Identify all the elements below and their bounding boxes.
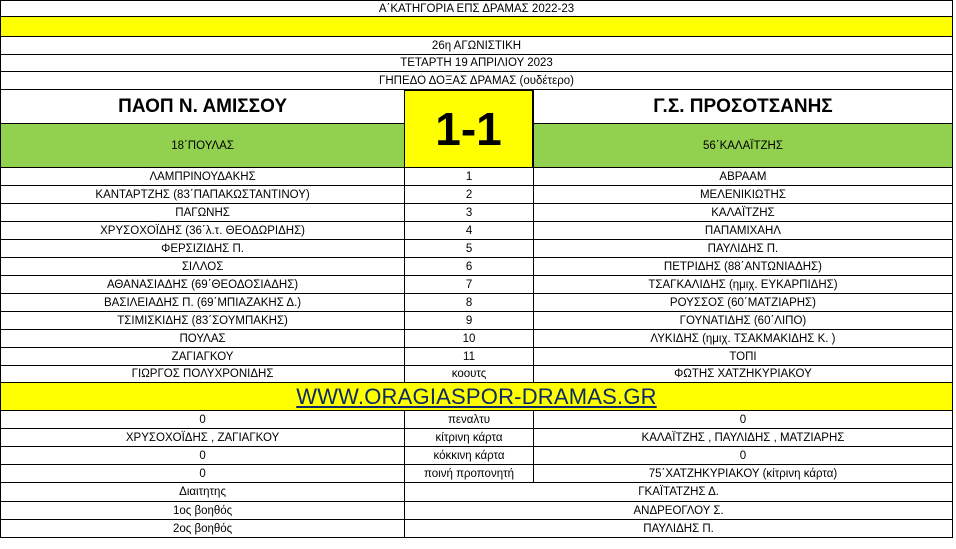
match-date: ΤΕΤΑΡΤΗ 19 ΑΠΡΙΛΙΟΥ 2023: [400, 57, 553, 69]
home-stat-value: ΧΡΥΣΟΧΟΪΔΗΣ , ΖΑΓΙΑΓΚΟΥ: [1, 429, 405, 446]
away-player: ΜΕΛΕΝΙΚΙΩΤΗΣ: [699, 188, 786, 201]
official-row-referee: [0, 483, 953, 502]
lineup-row: [0, 258, 953, 276]
stats-row-yellow-card: [0, 429, 953, 447]
shirt-number: 8: [405, 294, 534, 311]
shirt-number: 11: [405, 348, 534, 365]
home-stat-value: 0: [1, 411, 405, 428]
official-role: 2ος βοηθός: [1, 520, 405, 537]
away-stat-value: ΚΑΛΑΪΤΖΗΣ , ΠΑΥΛΙΔΗΣ , ΜΑΤΖΙΑΡΗΣ: [641, 431, 845, 444]
stats-row-coach-penalty: [0, 465, 953, 483]
official-role: Διαιτητης: [1, 483, 405, 501]
home-player: ΣΙΛΛΟΣ: [1, 258, 405, 275]
home-player: ΤΣΙΜΙΣΚΙΔΗΣ (83΄ΣΟΥΜΠΑΚΗΣ): [1, 312, 405, 329]
home-player: ΖΑΓΙΑΓΚΟΥ: [1, 348, 405, 365]
lineup-row: [0, 348, 953, 366]
lineup-row: [0, 294, 953, 312]
stats-row-penalty: [0, 411, 953, 429]
home-player: ΦΕΡΣΙΖΙΔΗΣ Π.: [1, 240, 405, 257]
lineup-row: [0, 186, 953, 204]
venue-row: [0, 72, 953, 90]
lineup-row: [0, 312, 953, 330]
competition-title: Α΄ΚΑΤΗΓΟΡΙΑ ΕΠΣ ΔΡΑΜΑΣ 2022-23: [378, 2, 575, 15]
coach-label: κοουτς: [405, 366, 534, 382]
lineup-row: [0, 240, 953, 258]
stats-row-red-card: [0, 447, 953, 465]
lineup-row: [0, 330, 953, 348]
round-label: 26η ΑΓΩΝΙΣΤΙΚΗ: [431, 39, 522, 52]
home-player: ΒΑΣΙΛΕΙΑΔΗΣ Π. (69΄ΜΠΙΑΖΑΚΗΣ Δ.): [1, 294, 405, 311]
away-player: ΓΟΥΝΑΤΙΔΗΣ (60΄ΛΙΠΟ): [679, 314, 807, 327]
final-score: 1-1: [404, 90, 533, 168]
away-player: ΑΒΡΑΑΜ: [719, 170, 767, 183]
away-player: ΠΕΤΡΙΔΗΣ (88΄ΑΝΤΩΝΙΑΔΗΣ): [663, 260, 822, 273]
title-row: [0, 0, 953, 17]
away-stat-value: 0: [739, 449, 747, 462]
away-player: ΤΟΠΙ: [729, 350, 757, 363]
shirt-number: 6: [405, 258, 534, 275]
home-player: ΠΟΥΛΑΣ: [1, 330, 405, 347]
shirt-number: 10: [405, 330, 534, 347]
away-player: ΠΑΥΛΙΔΗΣ Π.: [707, 242, 779, 255]
stat-label: κίτρινη κάρτα: [405, 429, 534, 446]
lineup-row: [0, 168, 953, 186]
official-name: ΑΝΔΡΕΟΓΛΟΥ Σ.: [633, 504, 724, 517]
official-role: 1ος βοηθός: [1, 502, 405, 519]
coach-row: [0, 366, 953, 383]
match-venue: ΓΗΠΕΔΟ ΔΟΞΑΣ ΔΡΑΜΑΣ (ουδέτερο): [379, 74, 574, 87]
official-row-assistant-2: [0, 520, 953, 538]
home-coach: ΓΙΩΡΓΟΣ ΠΟΛΥΧΡΟΝΙΔΗΣ: [1, 366, 405, 382]
yellow-separator: [0, 17, 953, 37]
official-name: ΠΑΥΛΙΔΗΣ Π.: [643, 522, 714, 535]
shirt-number: 1: [405, 168, 534, 185]
lineup-row: [0, 204, 953, 222]
home-team-name: ΠΑΟΠ Ν. ΑΜΙΣΣΟΥ: [1, 90, 405, 123]
home-player: ΑΘΑΝΑΣΙΑΔΗΣ (69΄ΘΕΟΔΟΣΙΑΔΗΣ): [1, 276, 405, 293]
shirt-number: 5: [405, 240, 534, 257]
home-player: ΚΑΝΤΑΡΤΖΗΣ (83΄ΠΑΠΑΚΩΣΤΑΝΤΙΝΟΥ): [1, 186, 405, 203]
website-banner: [0, 383, 953, 411]
website-link[interactable]: WWW.ORAGIASPOR-DRAMAS.GR: [296, 383, 657, 409]
shirt-number: 4: [405, 222, 534, 239]
date-row: [0, 55, 953, 72]
away-stat-value: 0: [739, 413, 747, 426]
shirt-number: 2: [405, 186, 534, 203]
lineup-row: [0, 276, 953, 294]
home-player: ΠΑΓΩΝΗΣ: [1, 204, 405, 221]
home-player: ΧΡΥΣΟΧΟΪΔΗΣ (36΄λ.τ. ΘΕΟΔΩΡΙΔΗΣ): [1, 222, 405, 239]
away-player: ΚΑΛΑΪΤΖΗΣ: [711, 206, 775, 219]
stat-label: κόκκινη κάρτα: [405, 447, 534, 464]
away-player: ΛΥΚΙΔΗΣ (ημιχ. ΤΣΑΚΜΑΚΙΔΗΣ Κ. ): [650, 332, 836, 345]
away-player: ΡΟΥΣΣΟΣ (60΄ΜΑΤΖΙΑΡΗΣ): [669, 296, 816, 309]
away-coach: ΦΩΤΗΣ ΧΑΤΖΗΚΥΡΙΑΚΟΥ: [674, 368, 812, 380]
away-scorers: 56΄ΚΑΛΑΪΤΖΗΣ: [534, 124, 952, 167]
round-row: [0, 37, 953, 55]
official-row-assistant-1: [0, 502, 953, 520]
shirt-number: 3: [405, 204, 534, 221]
stat-label: ποινή προπονητή: [405, 465, 534, 482]
away-stat-value: 75΄ΧΑΤΖΗΚΥΡΙΑΚΟΥ (κίτρινη κάρτα): [648, 467, 838, 480]
home-scorers: 18΄ΠΟΥΛΑΣ: [1, 124, 405, 167]
home-stat-value: 0: [1, 465, 405, 482]
official-name: ΓΚΑΪΤΑΤΖΗΣ Δ.: [638, 486, 719, 498]
home-stat-value: 0: [1, 447, 405, 464]
home-player: ΛΑΜΠΡΙΝΟΥΔΑΚΗΣ: [1, 168, 405, 185]
away-player: ΤΣΑΓΚΑΛΙΔΗΣ (ημιχ. ΕΥΚΑΡΠΙΔΗΣ): [648, 278, 838, 291]
shirt-number: 7: [405, 276, 534, 293]
away-player: ΠΑΠΑΜΙΧΑΗΛ: [704, 224, 781, 237]
away-team-name: Γ.Σ. ΠΡΟΣΟΤΣΑΝΗΣ: [653, 95, 833, 117]
stat-label: πεναλτυ: [405, 411, 534, 428]
shirt-number: 9: [405, 312, 534, 329]
lineup-row: [0, 222, 953, 240]
